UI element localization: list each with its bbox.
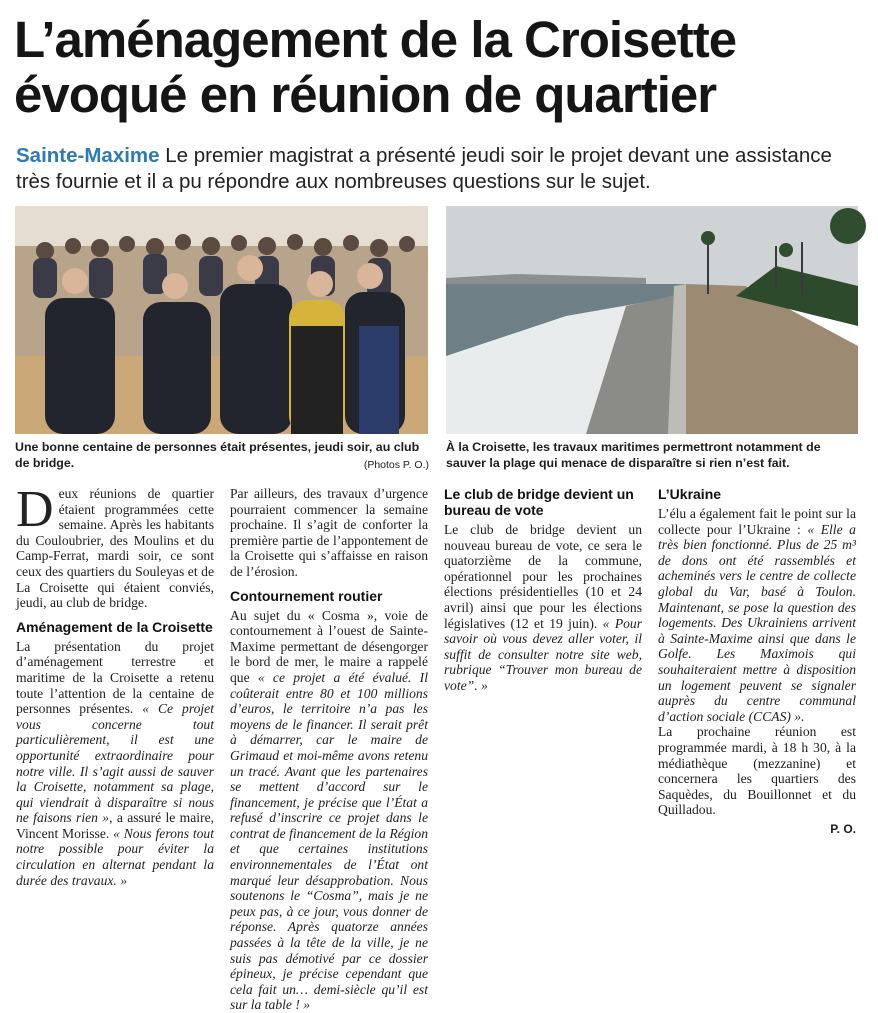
subheading-contournement: Contournement routier <box>230 587 383 604</box>
article-column-2 <box>230 486 428 1013</box>
caption-audience-text: Une bonne centaine de personnes était présentes, jeudi soir, au club de bridge. <box>15 440 420 470</box>
article-column-1 <box>16 481 214 888</box>
article-column-4 <box>658 486 856 818</box>
kicker-location: Sainte-Maxime <box>16 144 160 167</box>
caption-croisette-text: À la Croisette, les travaux maritimes permettront notamment de sauver la plage qui menace de disparaître si rien n’est fait. <box>446 440 821 470</box>
photo-croisette <box>446 206 858 434</box>
article-column-3 <box>444 486 642 694</box>
subheading-ukraine: L’Ukraine <box>658 486 722 502</box>
caption-audience <box>15 439 429 473</box>
paragraph-urgence: Par ailleurs, des travaux d’urgence pourraient commencer la semaine prochaine. Il s’agit de conforter la première partie de l’appontement de la Croisette qui s’affaisse en raison de l’érosion. <box>230 486 428 579</box>
chapo <box>16 143 866 195</box>
photo-credit: (Photos P. O.) <box>363 459 429 471</box>
headline-line-2: évoqué en réunion de quartier <box>14 66 717 123</box>
paragraph-amenagement: La présentation du projet d’aménagement terrestre et maritime de la Croisette a retenu toute l’attention de la centaine de personnes présentes. « Ce projet vous concerne tout particulièrement, il est une opportunité extraordinaire pour notre ville. Il s’agit aussi de sauver la Croisette, notamment sa plage, qui viendrait à disparaître si nous ne faisons rien », a assuré le maire, Vincent Morisse. « Nous ferons tout notre possible pour éviter la circulation en alternat pendant la durée des travaux. » <box>16 638 214 888</box>
paragraph-next-meeting: La prochaine réunion est programmée mardi, à 18 h 30, à la médiathèque (mezzanine) et concernera les quartiers des Saquèdes, du Bouillonnet et du Quilladou. <box>658 724 856 818</box>
paragraph-intro: Deux réunions de quartier étaient programmées cette semaine. Après les habitants du Couloubrier, des Moulins et du Camp-Ferrat, mardi soir, ce sont ceux des quartiers du Souleyas et de La Croisette qui étaient conviés, jeudi, au club de bridge. <box>16 481 214 611</box>
headline <box>14 12 864 122</box>
caption-croisette <box>446 439 860 471</box>
paragraph-contournement: Au sujet du « Cosma », voie de contournement à l’ouest de Sainte-Maxime permettant de désengorger le bord de mer, le maire a rappelé que « ce projet a été évalué. Il coûterait entre 80 et 100 millions d’euros, le territoire n’a pas les moyens de le financer. Il serait prêt à démarrer, car le maire de Grimaud et moi-même avons retenu un tracé. Avant que les partenaires se mettent d’accord sur le financement, je précise que l’État a refusé d’inscrire ce projet dans le contrat de financement de la Région et que certaines institutions environnementales de l’État ont marqué leur désapprobation. Nous soutenons le “Cosma”, mais je ne peux pas, à ce jour, vous donner de réponse. Après quatorze années passées à la tête de la ville, je ne suis pas démotivé par ce dossier épineux, je précise cependant que cela fait un… demi-siècle qu’il est sur la table ! » <box>230 607 428 1013</box>
chapo-text: Le premier magistrat a présenté jeudi soir le projet devant une assistance très fournie et il a pu répondre aux nombreuses questions sur le sujet. <box>16 144 832 193</box>
photo-audience <box>15 206 428 434</box>
paragraph-bridge: Le club de bridge devient un nouveau bureau de vote, ce sera le quatorzième de la commune, opérationnel pour les prochaines élections présidentielles (10 et 24 avril) ainsi que pour les élections législatives (12 et 19 juin). « Pour savoir où vous devez aller voter, il suffit de consulter notre site web, rubrique “Trouver mon bureau de vote”. » <box>444 522 642 693</box>
subheading-amenagement: Aménagement de la Croisette <box>16 618 213 635</box>
author-signature: P. O. <box>830 822 856 836</box>
subheading-bridge: Le club de bridge devient un bureau de vote <box>444 486 634 518</box>
drop-cap: D <box>16 481 54 538</box>
headline-line-1: L’aménagement de la Croisette <box>14 11 737 68</box>
paragraph-ukraine: L’élu a également fait le point sur la collecte pour l’Ukraine : « Elle a très bien fonctionné. Plus de 25 m³ de dons ont été rassemblés et acheminés vers le centre de collecte global du Var, basé à Toulon. Maintenant, se pose la question des logements. Des Ukrainiens arrivent à Sainte-Maxime ainsi que dans le Golfe. Les Maximois qui souhaiteraient mettre à disposition un logement peuvent se signaler auprès du centre communal d’action sociale (CCAS) ». <box>658 506 856 724</box>
